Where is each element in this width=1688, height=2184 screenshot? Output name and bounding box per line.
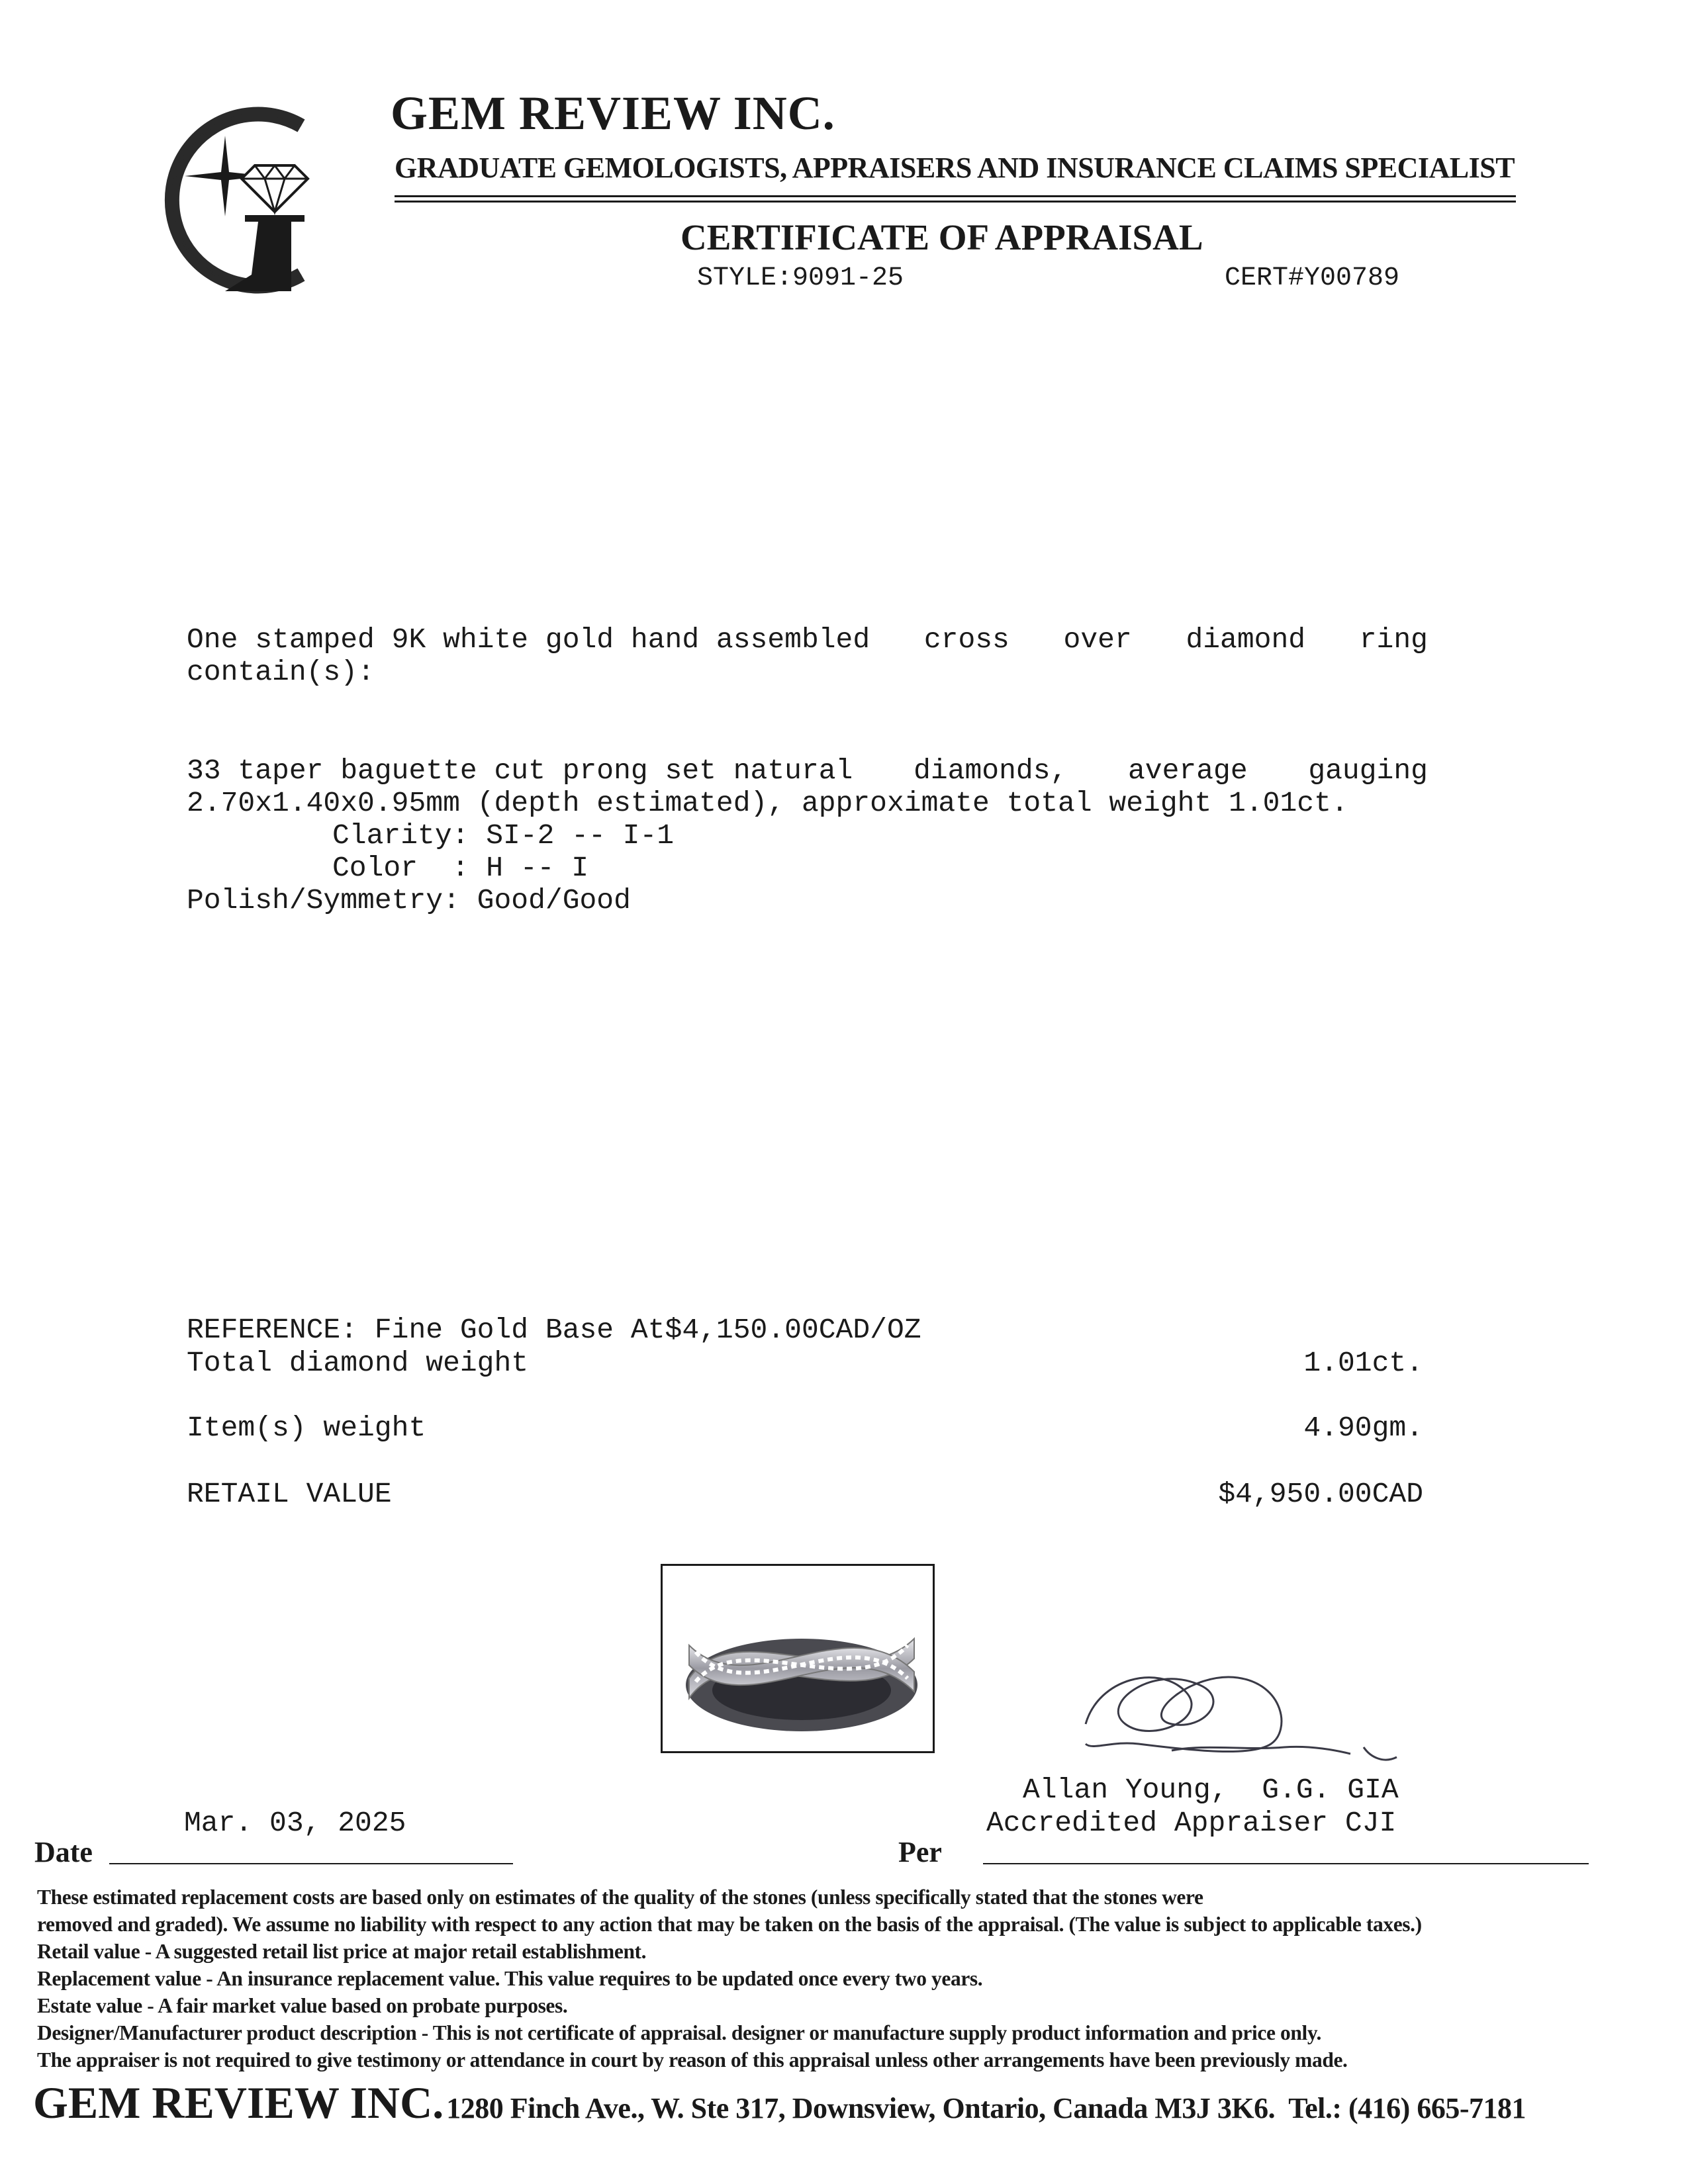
- gold-reference: REFERENCE: Fine Gold Base At$4,150.00CAD/OZ: [187, 1314, 921, 1346]
- item-weight-row: [187, 1412, 1423, 1444]
- retail-value-row: [187, 1478, 1423, 1510]
- total-diamond-weight-row: [187, 1347, 1423, 1379]
- value-label: RETAIL VALUE: [187, 1478, 392, 1510]
- value-amount: $4,950.00CAD: [1218, 1478, 1423, 1510]
- description-word: over: [1063, 623, 1132, 656]
- appraiser-name: Allan Young, G.G. GIA: [1023, 1774, 1399, 1806]
- disclaimer-line: Designer/Manufacturer product description - This is not certificate of appraisal. designer or manufacture supply product information and price only.: [37, 2021, 1321, 2044]
- gem-review-logo: [136, 99, 334, 298]
- ring-photo: [661, 1564, 935, 1753]
- stone-word: diamonds,: [914, 754, 1068, 787]
- disclaimer-line: These estimated replacement costs are based only on estimates of the quality of the stones (unless specifically stated that the stones were: [37, 1886, 1203, 1909]
- item-description: [187, 623, 1428, 688]
- footer: [33, 2077, 1526, 2129]
- disclaimer-line: Replacement value - An insurance replacement value. This value requires to be updated once every two years.: [37, 1967, 983, 1990]
- description-line: [187, 623, 1428, 656]
- value-amount: 1.01ct.: [1303, 1347, 1423, 1379]
- clarity-grade: Clarity: SI-2 -- I-1: [332, 819, 675, 852]
- per-label: Per: [898, 1836, 942, 1868]
- stone-word: 33 taper baguette cut prong set natural: [187, 754, 853, 787]
- company-name: GEM REVIEW INC.: [391, 87, 835, 140]
- description-line: contain(s):: [187, 656, 375, 688]
- appraiser-credential: Accredited Appraiser CJI: [986, 1807, 1397, 1839]
- header-divider: [395, 201, 1516, 203]
- per-signature-line: [983, 1863, 1589, 1864]
- ring-illustration: [663, 1566, 933, 1751]
- appraisal-date: Mar. 03, 2025: [184, 1807, 406, 1839]
- color-grade: Color : H -- I: [332, 852, 589, 884]
- description-word: ring: [1359, 623, 1428, 656]
- stone-details: [187, 754, 1428, 917]
- footer-company-name: GEM REVIEW INC.: [33, 2077, 444, 2128]
- description-word: cross: [923, 623, 1009, 656]
- stone-line: [187, 754, 1428, 787]
- disclaimer-line: removed and graded). We assume no liability with respect to any action that may be taken on the basis of the appraisal. (The value is subject to applicable taxes.): [37, 1913, 1422, 1936]
- disclaimer-line: Estate value - A fair market value based on probate purposes.: [37, 1994, 568, 2017]
- style-number: STYLE:9091-25: [697, 263, 904, 293]
- company-tagline: GRADUATE GEMOLOGISTS, APPRAISERS AND INSURANCE CLAIMS SPECIALIST: [395, 152, 1515, 184]
- value-label: Item(s) weight: [187, 1412, 426, 1444]
- polish-symmetry: Polish/Symmetry: Good/Good: [187, 884, 631, 917]
- appraiser-signature: [1072, 1651, 1403, 1770]
- stone-word: average: [1128, 754, 1248, 787]
- value-label: Total diamond weight: [187, 1347, 529, 1379]
- disclaimer-line: Retail value - A suggested retail list price at major retail establishment.: [37, 1940, 647, 1963]
- description-word: One stamped 9K white gold hand assembled: [187, 623, 870, 656]
- disclaimer-line: The appraiser is not required to give testimony or attendance in court by reason of this appraisal unless other arrangements have been previously made.: [37, 2048, 1348, 2071]
- certificate-number: CERT#Y00789: [1225, 263, 1400, 293]
- description-word: diamond: [1186, 623, 1306, 656]
- value-amount: 4.90gm.: [1303, 1412, 1423, 1444]
- footer-address: 1280 Finch Ave., W. Ste 317, Downsview, Ontario, Canada M3J 3K6. Tel.: (416) 665-7181: [446, 2092, 1526, 2124]
- header-divider: [395, 195, 1516, 197]
- certificate-title: CERTIFICATE OF APPRAISAL: [680, 217, 1203, 257]
- date-label: Date: [34, 1836, 93, 1868]
- date-signature-line: [109, 1863, 513, 1864]
- disclaimer: [37, 1884, 1672, 2073]
- stone-word: gauging: [1308, 754, 1428, 787]
- stone-measurements: 2.70x1.40x0.95mm (depth estimated), approximate total weight 1.01ct.: [187, 787, 1348, 819]
